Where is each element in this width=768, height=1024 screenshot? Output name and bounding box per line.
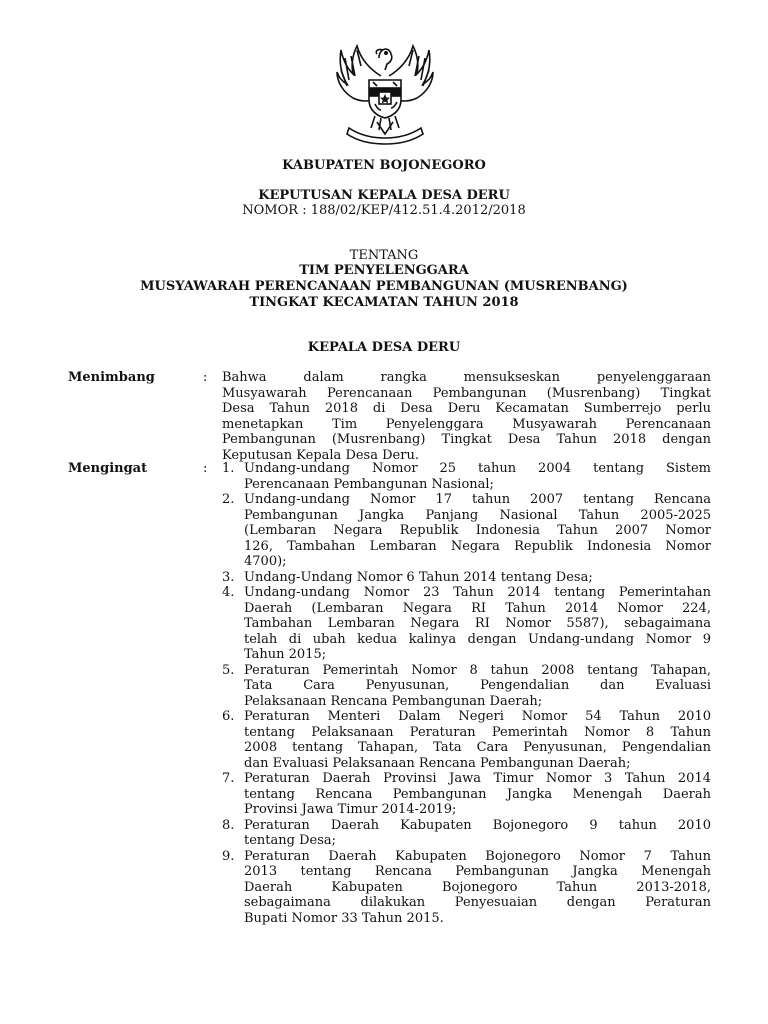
list-item-line: Peraturan Menteri Dalam Negeri Nomor 54 Tahun 2010 (244, 709, 711, 724)
list-item (222, 818, 711, 849)
list-item-line: Tata Cara Penyusunan, Pengendalian dan Evaluasi (244, 678, 711, 693)
list-item-line: telah di ubah kedua kalinya dengan Undang-undang Nomor 9 (244, 631, 711, 647)
list-item-text (244, 585, 711, 663)
subject-line-1: TIM PENYELENGGARA (299, 263, 469, 278)
list-item-number: 3. (222, 569, 235, 585)
menimbang-label: Menimbang (68, 370, 155, 385)
garuda-emblem-icon (331, 36, 439, 146)
list-item-line: Pembangunan Jangka Panjang Nasional Tahun 2005-2025 (244, 507, 711, 523)
list-item (222, 771, 711, 818)
menimbang-line: Keputusan Kepala Desa Deru. (222, 447, 419, 463)
list-item-line: Peraturan Daerah Kabupaten Bojonegoro 9 tahun 2010 (244, 817, 711, 833)
list-item-line: sebagaimana dilakukan Penyesuaian dengan Peraturan (244, 895, 711, 910)
about-label: TENTANG (349, 248, 419, 263)
list-item-line: Tahun 2015; (244, 647, 327, 662)
list-item-number: 4. (222, 585, 235, 600)
list-item-text (244, 492, 711, 570)
menimbang-line: Musyawarah Perencanaan Pembangunan (Musrenbang) Tingkat (222, 385, 711, 401)
list-item-line: (Lembaran Negara Republik Indonesia Tahun 2007 Nomor (244, 523, 711, 538)
list-item-line: Undang-undang Nomor 17 tahun 2007 tentang Rencana (244, 492, 711, 507)
menimbang-line: Desa Tahun 2018 di Desa Deru Kecamatan Sumberrejo perlu (222, 401, 711, 416)
issuer-title: KEPALA DESA DERU (307, 340, 461, 355)
list-item-text (244, 771, 711, 818)
list-item (222, 663, 711, 710)
list-item-line: Undang-Undang Nomor 6 Tahun 2014 tentang Desa; (244, 569, 593, 585)
list-item-line: 4700); (244, 554, 287, 569)
menimbang-paragraph (222, 370, 711, 463)
list-item-number: 5. (222, 662, 235, 678)
regency-title: KABUPATEN BOJONEGORO (282, 158, 486, 173)
list-item-line: 2008 tentang Tahapan, Tata Cara Penyusunan, Pengendalian (244, 740, 711, 755)
list-item-number: 8. (222, 817, 235, 833)
list-item-line: Perencanaan Pembangunan Nasional; (244, 476, 494, 492)
list-item-number: 6. (222, 709, 235, 724)
list-item-line: Peraturan Daerah Provinsi Jawa Timur Nomor 3 Tahun 2014 (244, 771, 711, 786)
list-item (222, 849, 711, 927)
menimbang-line: Bahwa dalam rangka mensukseskan penyelenggaraan (222, 370, 711, 385)
mengingat-list (222, 461, 711, 926)
list-item-line: Daerah Kabupaten Bojonegoro Tahun 2013-2018, (244, 879, 711, 895)
menimbang-line: Pembangunan (Musrenbang) Tingkat Desa Tahun 2018 dengan (222, 432, 711, 447)
list-item-line: Undang-undang Nomor 23 Tahun 2014 tentang Pemerintahan (244, 585, 711, 600)
list-item (222, 570, 711, 586)
list-item-line: 126, Tambahan Lembaran Negara Republik Indonesia Nomor (244, 538, 711, 554)
decree-title: KEPUTUSAN KEPALA DESA DERU (258, 188, 510, 203)
list-item-text (244, 849, 711, 927)
list-item (222, 585, 711, 663)
list-item-number: 7. (222, 771, 235, 786)
decree-number: NOMOR : 188/02/KEP/412.51.4.2012/2018 (242, 203, 526, 218)
list-item-number: 2. (222, 492, 235, 507)
list-item-line: tentang Rencana Pembangunan Jangka Menengah Daerah (244, 786, 711, 802)
list-item-number: 1. (222, 461, 235, 476)
list-item-line: Peraturan Pemerintah Nomor 8 tahun 2008 tentang Tahapan, (244, 662, 711, 678)
list-item-line: Peraturan Daerah Kabupaten Bojonegoro Nomor 7 Tahun (244, 848, 711, 864)
list-item-text (244, 570, 711, 586)
list-item-text (244, 663, 711, 710)
list-item-line: Daerah (Lembaran Negara RI Tahun 2014 Nomor 224, (244, 600, 711, 616)
list-item-line: dan Evaluasi Pelaksanaan Rencana Pembangunan Daerah; (244, 755, 631, 771)
list-item-line: tentang Pelaksanaan Peraturan Pemerintah Nomor 8 Tahun (244, 724, 711, 740)
list-item-line: Bupati Nomor 33 Tahun 2015. (244, 910, 444, 926)
list-item-line: Tambahan Lembaran Negara RI Nomor 5587), sebagaimana (244, 616, 711, 631)
list-item-line: Undang-undang Nomor 25 tahun 2004 tentang Sistem (244, 461, 711, 476)
list-item-line: Provinsi Jawa Timur 2014-2019; (244, 802, 457, 817)
mengingat-label: Mengingat (68, 461, 148, 476)
list-item (222, 492, 711, 570)
menimbang-line: menetapkan Tim Penyelenggara Musyawarah Perencanaan (222, 416, 711, 432)
list-item-line: Pelaksanaan Rencana Pembangunan Daerah; (244, 693, 543, 709)
list-item-number: 9. (222, 848, 235, 864)
list-item-text (244, 818, 711, 849)
subject-line-2: MUSYAWARAH PERENCANAAN PEMBANGUNAN (MUSRENBANG) (140, 279, 628, 294)
list-item-text (244, 709, 711, 771)
list-item-line: 2013 tentang Rencana Pembangunan Jangka Menengah (244, 864, 711, 879)
list-item-text (244, 461, 711, 492)
mengingat-colon: : (203, 461, 208, 476)
list-item-line: tentang Desa; (244, 833, 337, 848)
subject-line-3: TINGKAT KECAMATAN TAHUN 2018 (249, 295, 519, 310)
list-item (222, 709, 711, 771)
list-item (222, 461, 711, 492)
menimbang-colon: : (203, 370, 208, 385)
